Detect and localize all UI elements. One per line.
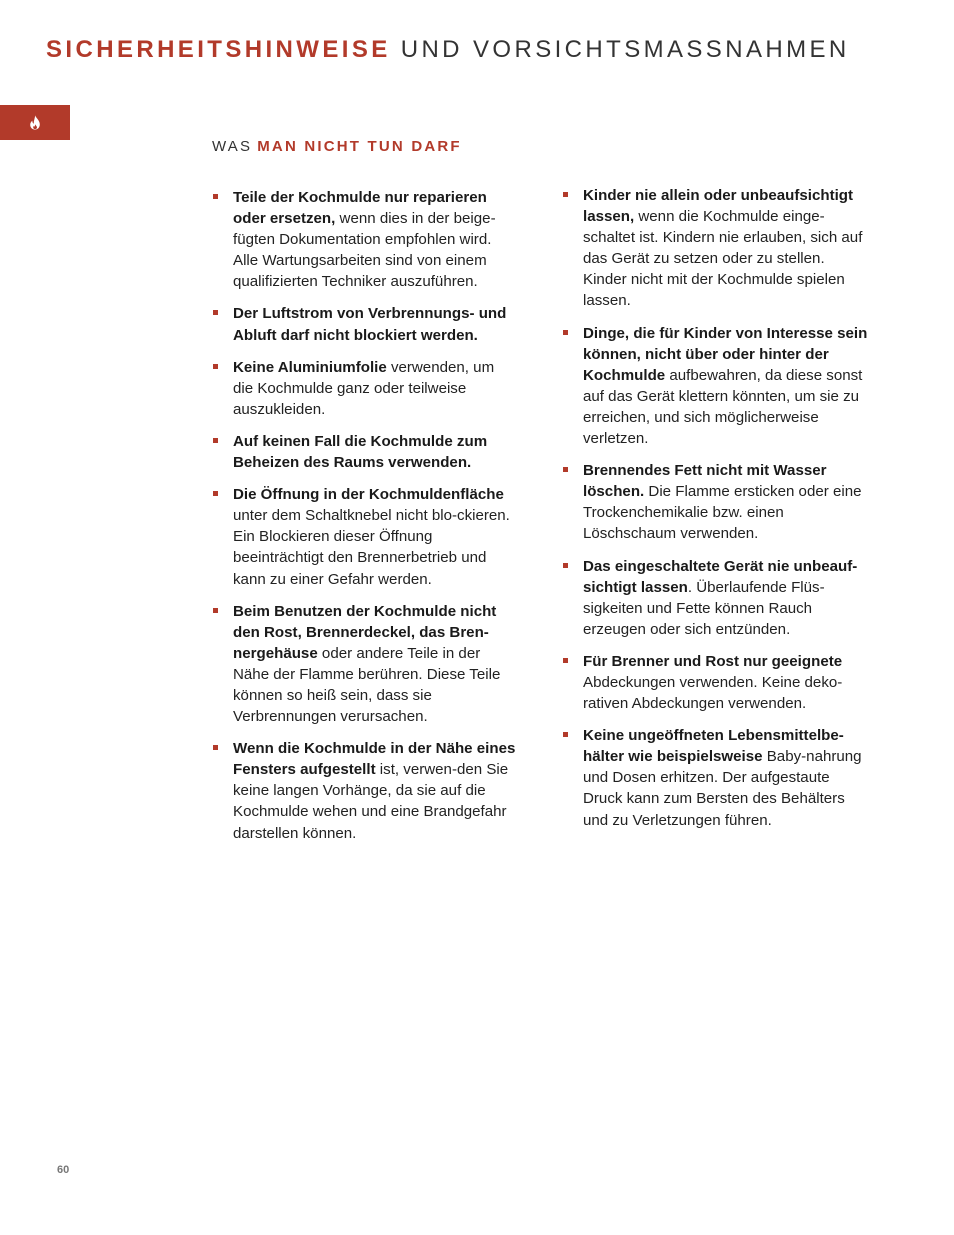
bullet-icon bbox=[563, 192, 568, 197]
right-column bbox=[563, 185, 868, 842]
page-title bbox=[46, 36, 850, 64]
page-number: 60 bbox=[57, 1164, 70, 1176]
bullet-icon bbox=[213, 745, 218, 750]
item-bold-text: Keine Aluminiumfolie bbox=[233, 358, 387, 376]
page-title-accent: SICHERHEITSHINWEISE bbox=[46, 36, 391, 63]
item-bold-text: Kinder nie allein oder unbeaufsichtigt lassen, bbox=[583, 187, 854, 226]
item-bold-text: Beim Benutzen der Kochmulde nicht den Rost, Brennerdeckel, das Bren-nergehäuse bbox=[233, 602, 497, 662]
item-text: verwenden, um die Kochmulde ganz oder teilweise auszukleiden. bbox=[233, 358, 495, 418]
bullet-icon bbox=[213, 310, 218, 315]
list-item bbox=[213, 738, 518, 843]
list-item bbox=[213, 601, 518, 728]
list-item bbox=[563, 460, 868, 544]
list-item bbox=[563, 556, 868, 640]
item-bold-text: Brennendes Fett nicht mit Wasser löschen. bbox=[583, 462, 827, 501]
item-text: Abdeckungen verwenden. Keine deko-rativen Abdeckungen verwenden. bbox=[583, 673, 843, 713]
bullet-icon bbox=[563, 732, 568, 737]
bullet-icon bbox=[563, 563, 568, 568]
list-item bbox=[213, 357, 518, 420]
list-item bbox=[213, 484, 518, 589]
bullet-icon bbox=[563, 658, 568, 663]
item-bold-text: Für Brenner und Rost nur geeignete bbox=[583, 652, 843, 670]
list-item bbox=[213, 303, 518, 345]
item-text: aufbewahren, da diese sonst auf das Gerät klettern könnten, um sie zu erreichen, und sich möglicherweise verletzen. bbox=[583, 366, 863, 448]
bullet-icon bbox=[213, 194, 218, 199]
item-bold-text: Die Öffnung in der Kochmuldenfläche bbox=[233, 486, 504, 504]
bullet-icon bbox=[213, 364, 218, 369]
list-item bbox=[563, 323, 868, 450]
item-text: ist, verwen-den Sie keine langen Vorhänge, da sie auf die Kochmulde wehen und eine Brandgefahr darstellen können. bbox=[233, 761, 509, 842]
list-item bbox=[563, 725, 868, 830]
item-bold-text: Dinge, die für Kinder von Interesse sein können, nicht über oder hinter der Kochmulde bbox=[583, 324, 868, 384]
item-text: oder andere Teile in der Nähe der Flamme berühren. Diese Teile können so heiß sein, dass sie Verbrennungen verursachen. bbox=[233, 644, 501, 726]
left-column bbox=[213, 187, 518, 855]
bullet-icon bbox=[563, 467, 568, 472]
section-tab bbox=[0, 105, 70, 140]
list-item bbox=[213, 187, 518, 292]
item-bold-text: Keine ungeöffneten Lebensmittelbe-hälter wie beispielsweise bbox=[583, 727, 844, 766]
bullet-icon bbox=[563, 330, 568, 335]
list-item bbox=[563, 185, 868, 312]
item-bold-text: Der Luftstrom von Verbrennungs- und Abluft darf nicht blockiert werden. bbox=[233, 305, 507, 344]
section-heading-title: MAN NICHT TUN DARF bbox=[257, 138, 462, 155]
item-bold-text: Wenn die Kochmulde in der Nähe eines Fensters aufgestellt bbox=[233, 740, 516, 779]
list-item bbox=[213, 431, 518, 473]
section-heading bbox=[212, 138, 462, 155]
item-text: unter dem Schaltknebel nicht blo-ckieren. Ein Blockieren dieser Öffnung beeinträchtigt den Brennerbetrieb und kann zu einer Gefahr werden. bbox=[233, 507, 510, 588]
item-text: Baby-nahrung und Dosen erhitzen. Der aufgestaute Druck kann zum Bersten des Behälters und zu Verletzungen führen. bbox=[583, 748, 862, 829]
bullet-icon bbox=[213, 438, 218, 443]
bullet-icon bbox=[213, 608, 218, 613]
item-bold-text: Teile der Kochmulde nur reparieren oder ersetzen, bbox=[233, 189, 487, 228]
page-title-rest: UND VORSICHTSMASSNAHMEN bbox=[400, 36, 850, 63]
flame-icon bbox=[29, 115, 41, 130]
list-item bbox=[563, 651, 868, 714]
item-bold-text: Auf keinen Fall die Kochmulde zum Beheizen des Raums verwenden. bbox=[233, 432, 488, 472]
item-text: Die Flamme ersticken oder eine Trockenchemikalie bzw. einen Löschschaum verwenden. bbox=[583, 483, 862, 543]
bullet-icon bbox=[213, 491, 218, 496]
item-text: . Überlaufende Flüs-sigkeiten und Fette können Rauch erzeugen oder sich entzünden. bbox=[583, 578, 825, 638]
item-bold-text: Das eingeschaltete Gerät nie unbeauf-sichtigt lassen bbox=[583, 557, 858, 596]
item-text: wenn dies in der beige-fügten Dokumentation empfohlen wird. Alle Wartungsarbeiten sind von einem qualifizierten Techniker auszuführen. bbox=[233, 210, 496, 291]
section-heading-prefix: WAS bbox=[212, 138, 253, 155]
item-text: wenn die Kochmulde einge-schaltet ist. Kindern nie erlauben, sich auf das Gerät zu setzen oder zu stellen. Kinder nicht mit der Kochmulde spielen lassen. bbox=[583, 208, 863, 310]
